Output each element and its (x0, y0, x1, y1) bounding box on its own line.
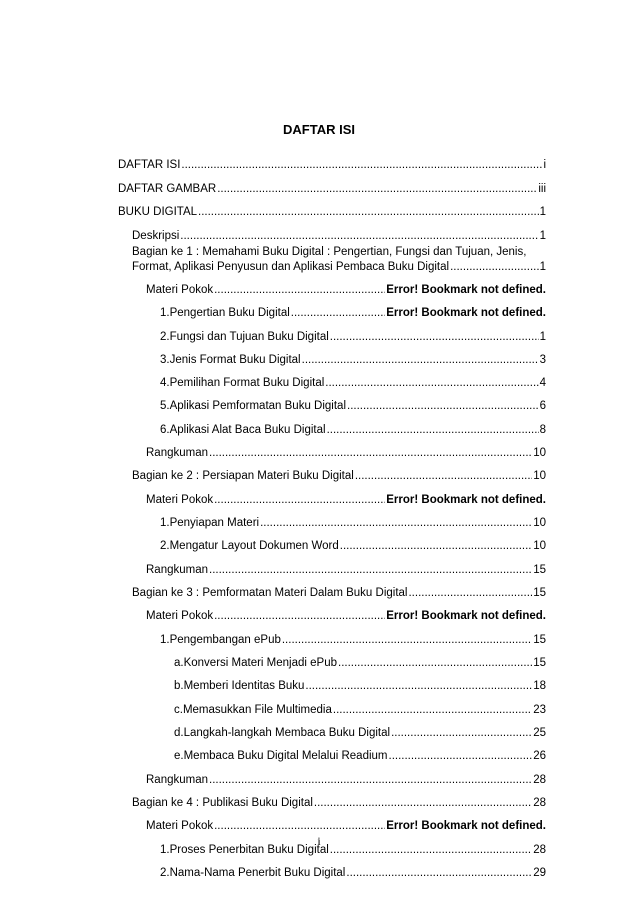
toc-entry[interactable]: 1. Penyiapan Materi ..... 10 (160, 517, 546, 529)
toc-entry[interactable]: Rangkuman ..... 28 (146, 774, 546, 786)
toc-entry[interactable]: Bagian ke 2 : Persiapan Materi Buku Digital ..... 10 (132, 470, 546, 482)
toc-entry[interactable]: Bagian ke 3 : Pemformatan Materi Dalam Buku Digital ..... 15 (132, 587, 546, 599)
page-title: DAFTAR ISI (283, 122, 355, 137)
toc-entry[interactable]: b. Memberi Identitas Buku ..... 18 (174, 680, 546, 692)
toc-entry[interactable]: Materi Pokok ..... Error! Bookmark not defined. (146, 610, 546, 622)
toc-entry[interactable]: Materi Pokok ..... Error! Bookmark not defined. (146, 494, 546, 506)
toc-entry[interactable]: Rangkuman ..... 10 (146, 447, 546, 459)
toc-entry[interactable]: d. Langkah-langkah Membaca Buku Digital ..... 25 (174, 727, 546, 739)
toc-entry[interactable]: 2. Fungsi dan Tujuan Buku Digital ..... 1 (160, 331, 546, 343)
toc-entry[interactable]: Materi Pokok ..... Error! Bookmark not defined. (146, 820, 546, 832)
toc-entry[interactable]: DAFTAR ISI ..... i (118, 159, 546, 171)
toc-entry[interactable]: Deskripsi ..... 1 (132, 230, 546, 242)
toc-entry[interactable]: DAFTAR GAMBAR ..... iii (118, 183, 546, 195)
toc-entry[interactable]: 1. Proses Penerbitan Buku Digital ..... 28 (160, 844, 546, 856)
toc-entry[interactable]: BUKU DIGITAL ..... 1 (118, 206, 546, 218)
toc-entry[interactable]: Materi Pokok ..... Error! Bookmark not defined. (146, 284, 546, 296)
toc-entry[interactable]: 1. Pengertian Buku Digital ..... Error! Bookmark not defined. (160, 307, 546, 319)
toc-entry[interactable]: 4. Pemilihan Format Buku Digital ..... 4 (160, 377, 546, 389)
toc-entry[interactable]: 6. Aplikasi Alat Baca Buku Digital ..... 8 (160, 424, 546, 436)
toc-entry[interactable]: Rangkuman ..... 15 (146, 564, 546, 576)
toc-entry[interactable]: 2. Nama-Nama Penerbit Buku Digital ..... 29 (160, 867, 546, 879)
toc-entry[interactable]: Bagian ke 4 : Publikasi Buku Digital ..... 28 (132, 797, 546, 809)
toc-entry[interactable]: e. Membaca Buku Digital Melalui Readium ..... 26 (174, 750, 546, 762)
toc-entry[interactable]: 3. Jenis Format Buku Digital ..... 3 (160, 354, 546, 366)
toc-entry[interactable]: 1. Pengembangan ePub ..... 15 (160, 634, 546, 646)
toc-entry[interactable]: a. Konversi Materi Menjadi ePub ..... 15 (174, 657, 546, 669)
toc-entry[interactable]: c. Memasukkan File Multimedia ..... 23 (174, 704, 546, 716)
toc-entry[interactable]: 5. Aplikasi Pemformatan Buku Digital ..... 6 (160, 400, 546, 412)
toc-entry[interactable]: Format, Aplikasi Penyusun dan Aplikasi Pembaca Buku Digital ..... 1 (132, 261, 546, 273)
toc-entry[interactable]: 2. Mengatur Layout Dokumen Word ..... 10 (160, 540, 546, 552)
toc-entry-line1[interactable]: Bagian ke 1 : Memahami Buku Digital : Pengertian, Fungsi dan Tujuan, Jenis, (132, 246, 527, 258)
page-number: i (317, 834, 321, 848)
